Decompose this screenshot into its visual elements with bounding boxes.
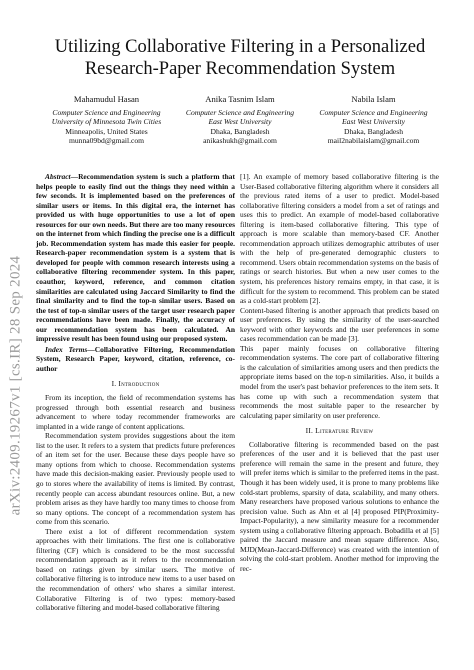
arxiv-identifier-stamp bbox=[4, 190, 28, 580]
author-affiliation-department: Computer Science and Engineering bbox=[319, 107, 428, 117]
author-affiliation-institution: East West University bbox=[342, 117, 405, 127]
author-name: Anika Tasnim Islam bbox=[205, 94, 275, 104]
author-name: Nabila Islam bbox=[351, 94, 396, 104]
author-location: Dhaka, Bangladesh bbox=[210, 126, 270, 136]
abstract-text: —Recommendation system is such a platform that helps people to easily find out the things they need within a few seconds. It is implemented based on the preferences of similar users or items. In this digital era, the internet has provided us with huge opportunities to use a lot of open resources for our own needs. But there are too many resources on the internet from which finding the precise one is a difficult job. Recommendation system has made this easier for people. Research-paper recommendation system is a system that is developed for people with common research interests using a collaborative filtering recommender system. In this paper, coauthor, keyword, reference, and common citation similarities are calculated using Jaccard Similarity to find the final similarity and to find the top-n similar users. Based on the test of top-n similar users of the target user research paper recommendations have been made. Finally, the accuracy of our recommendation system has been calculated. An impressive result has been found using our proposed system. bbox=[36, 172, 235, 344]
author-email[interactable]: mail2nabilaislam@gmail.com bbox=[327, 136, 420, 146]
author-2 bbox=[174, 95, 307, 146]
index-terms-lead: Index Terms bbox=[45, 344, 88, 354]
author-3 bbox=[307, 95, 440, 146]
section-heading-introduction: I. Introduction bbox=[111, 379, 160, 389]
author-email[interactable]: anikashukh@gmail.com bbox=[203, 136, 277, 146]
paper-focus-paragraph: This paper mainly focuses on collaborative filtering recommendation systems. The core part of collaborative filtering is the calculation of similarities among users and then predicts the appropriate items based on the top-n similarities. Also, it builds a model from the user's past behavior preferences to the item sets. It has come up with such a recommendation system that recommends the most suitable paper to the researcher by calculating paper similarity on user preference. bbox=[240, 343, 439, 420]
paper-title bbox=[40, 36, 440, 80]
abstract bbox=[36, 172, 235, 344]
intro-paragraph-1: From its inception, the field of recommendation systems has progressed through both essential research and business advancement to where today recommender frameworks are implanted in a wide range of content applications. bbox=[36, 393, 235, 431]
author-affiliation-department: Computer Science and Engineering bbox=[185, 107, 295, 117]
paper-title-line-1: Utilizing Collaborative Filtering in a Personalized bbox=[54, 37, 426, 57]
intro-paragraph-continued: [1]. An example of memory based collaborative filtering is the User-Based collaborative filtering algorithm where it considers all the previous rated items of a user to predict. Model-based collaborative filtering considers a model from a set of ratings and uses this to predict. An example of model-based collaborative filtering is item-based collaborative filtering. This type of approach is more scalable than memory-based CF. Another recommendation approach utilizes demographic attributes of user with the help of pre-generated demographic clusters to recommend. Users obtain recommendation systems on the basis of ratings or search histories. But when a new user comes to the system, his preferences history remains empty, in that case, it is difficult for the system to recommend. This problem can be stated as a cold-start problem [2]. bbox=[240, 172, 439, 306]
intro-paragraph-2: Recommendation system provides suggestions about the item list to the user. It refers to a system that predicts future preferences of an item set for the user. Because these days people have so many options from which to choose. Recommendation systems have made this decision-making easier. Previously people used to go to stores where the availability of items is limited. By contrast, recently people can access abundant resources online. But, a new problem arises as they have hardly too many times to choose from so many options. The concept of a recommendation system has come from this scenario. bbox=[36, 431, 235, 527]
paper-title-line-2: Research-Paper Recommendation System bbox=[84, 59, 396, 79]
literature-paragraph-1: Collaborative filtering is recommended based on the past preferences of the user and it is believed that the past user preference will remain the same in the present and future, they will prefer items which is similar to the preferred items in the past. Though it has been widely used, it is prone to many problems like cold-start problems, sparsity of data, scalability, and many others. Many researchers have proposed various solutions to enhance the precision value. Such as Ahn et al [4] proposed PIP(Proximity-Impact-Popularity), a new similarity measure for a recommender system using a collaborative filtering approach. Bobadilla et al [5] paired the Jaccard measure and mean square difference. Also, MJD(Mean-Jaccard-Difference) was created with the intention of solving the cold-start problem. Another method for improving the rec- bbox=[240, 439, 439, 573]
author-location: Dhaka, Bangladesh bbox=[343, 126, 404, 136]
author-name: Mahamudul Hasan bbox=[73, 94, 140, 104]
abstract-lead: Abstract bbox=[45, 172, 71, 181]
author-affiliation-department: Computer Science and Engineering bbox=[52, 107, 161, 117]
author-1 bbox=[40, 95, 173, 146]
author-affiliation-institution: University of Minnesota Twin Cities bbox=[51, 117, 162, 127]
author-affiliation-institution: East West University bbox=[208, 117, 272, 127]
section-heading-literature-review: II. Literature Review bbox=[305, 426, 374, 436]
intro-paragraph-3: There exist a lot of different recommendation system approaches with their limitations. The first one is collaborative filtering (CF) which is considered to be the most successful recommendation approach as it refers to the recommendation based on ratings given by similar users. The motive of collaborative filtering is to introduce new items to a user based on the recommendation of others' who shares a similar interest. Collaborative Filtering is of two types: memory-based collaborative filtering and model-based collaborative filtering bbox=[36, 526, 235, 613]
index-terms bbox=[36, 345, 235, 374]
arxiv-identifier-text: arXiv:2409.19267v1 [cs.IR] 28 Sep 2024 bbox=[7, 255, 24, 515]
right-column bbox=[240, 172, 439, 573]
author-block bbox=[40, 95, 440, 146]
author-location: Minneapolis, United States bbox=[65, 126, 148, 136]
left-column bbox=[36, 172, 235, 613]
index-terms-text: —Collaborative Filtering, Recommendation System, Research Paper, keyword, citation, reference, co-author bbox=[36, 344, 235, 373]
author-email[interactable]: munna09bd@gmail.com bbox=[68, 136, 145, 146]
content-based-paragraph: Content-based filtering is another approach that predicts based on user preferences. By using the similarity of the user-searched keyword with other keywords and the user preferences in some cases recommendation can be made [3]. bbox=[240, 305, 439, 344]
